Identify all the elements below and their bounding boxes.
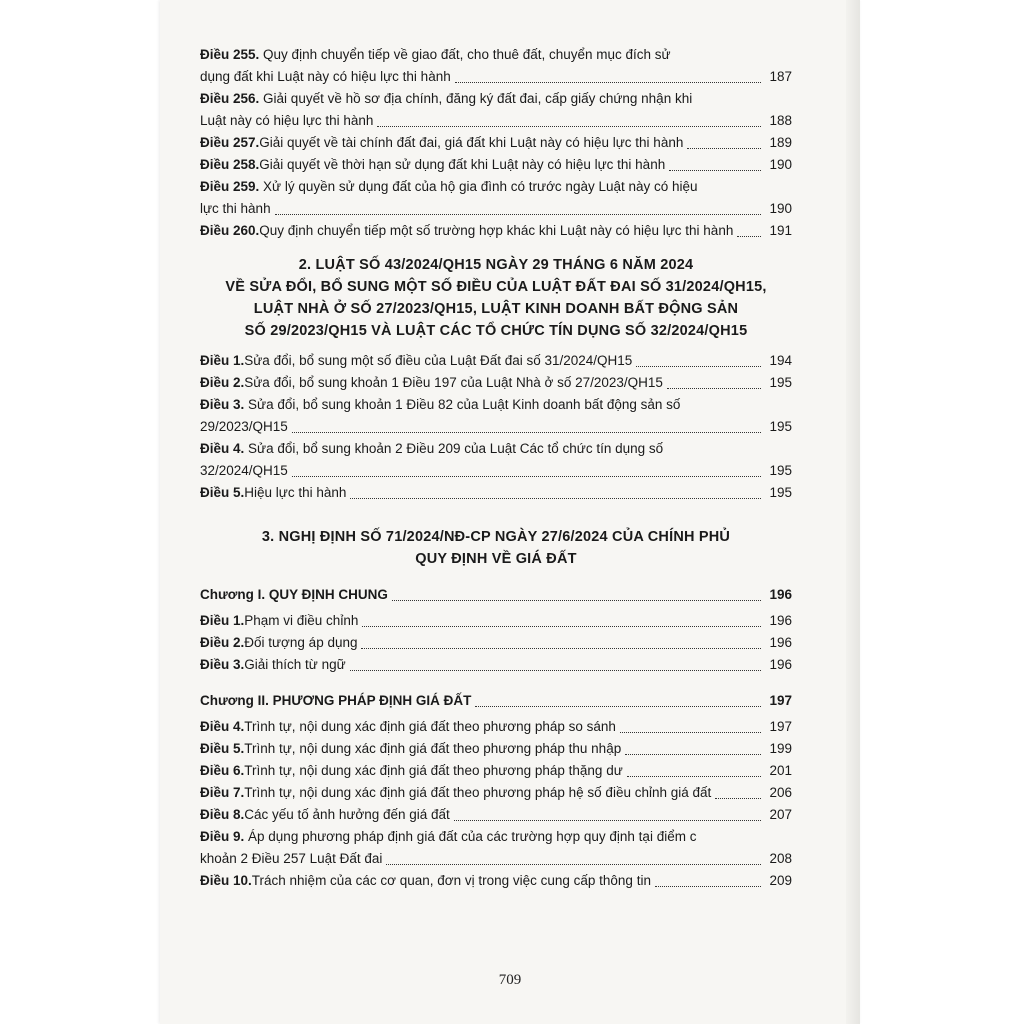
article-number: Điều 8. [200, 807, 245, 822]
chapter-2-entry[interactable] [200, 690, 792, 712]
article-title: Quy định chuyển tiếp một số trường hợp khác khi Luật này có hiệu lực thi hành [259, 223, 734, 238]
dot-leader [275, 214, 761, 215]
article-number: Điều 1. [200, 613, 245, 628]
dot-leader [455, 82, 761, 83]
article-title: Giải thích từ ngữ [244, 657, 346, 672]
article-title: Đối tượng áp dụng [244, 635, 358, 650]
article-title: 29/2023/QH15 [200, 419, 288, 434]
page-ref: 196 [769, 613, 792, 628]
page-ref: 195 [769, 463, 792, 478]
page-ref: 190 [769, 201, 792, 216]
article-title: Trình tự, nội dung xác định giá đất theo phương pháp so sánh [244, 719, 616, 734]
article-number: Điều 255. [200, 47, 260, 62]
article-number: Điều 10. [200, 873, 252, 888]
chapter-2-label: Chương II. PHƯƠNG PHÁP ĐỊNH GIÁ ĐẤT [200, 693, 472, 708]
article-number: Điều 2. [200, 635, 245, 650]
dot-leader [475, 706, 761, 707]
section-title-line: 2. LUẬT SỐ 43/2024/QH15 NGÀY 29 THÁNG 6 NĂM 2024 [298, 257, 694, 273]
article-number: Điều 6. [200, 763, 245, 778]
article-title: Trình tự, nội dung xác định giá đất theo phương pháp thặng dư [244, 763, 623, 778]
article-title: Sửa đổi, bổ sung khoản 1 Điều 197 của Luật Nhà ở số 27/2023/QH15 [244, 375, 663, 390]
book-page [160, 0, 860, 1024]
article-title: khoản 2 Điều 257 Luật Đất đai [200, 851, 383, 866]
page-ref: 208 [769, 851, 792, 866]
article-number: Điều 260. [200, 223, 260, 238]
toc-entry[interactable] [200, 438, 792, 482]
dot-leader [655, 886, 761, 887]
article-title: Trách nhiệm của các cơ quan, đơn vị trong việc cung cấp thông tin [251, 873, 651, 888]
article-number: Điều 9. [200, 829, 245, 844]
dot-leader [454, 820, 761, 821]
toc-entry[interactable] [200, 654, 792, 676]
toc-entry[interactable] [200, 804, 792, 826]
dot-leader [627, 776, 761, 777]
toc-entry[interactable] [200, 394, 792, 438]
chapter-1-label: Chương I. QUY ĐỊNH CHUNG [200, 587, 388, 602]
page-ref: 195 [769, 419, 792, 434]
chapter-1-entry[interactable] [200, 584, 792, 606]
dot-leader [392, 600, 761, 601]
page-ref: 206 [769, 785, 792, 800]
dot-leader [669, 170, 761, 171]
article-title: Quy định chuyển tiếp về giao đất, cho thuê đất, chuyển mục đích sử [263, 47, 671, 62]
page-ref: 189 [769, 135, 792, 150]
toc-entry[interactable] [200, 154, 792, 176]
section-2-title [200, 254, 792, 342]
toc-entry[interactable] [200, 632, 792, 654]
dot-leader [350, 498, 761, 499]
article-title: Sửa đổi, bổ sung khoản 2 Điều 209 của Luật Các tổ chức tín dụng số [248, 441, 664, 456]
page-ref: 196 [769, 635, 792, 650]
toc-entry[interactable] [200, 716, 792, 738]
section-title-line: LUẬT NHÀ Ở SỐ 27/2023/QH15, LUẬT KINH DOANH BẤT ĐỘNG SẢN [253, 301, 739, 317]
chapter-2-page: 197 [769, 693, 792, 708]
table-of-contents [200, 44, 792, 892]
toc-entry[interactable] [200, 826, 792, 870]
article-title: Áp dụng phương pháp định giá đất của các trường hợp quy định tại điểm c [248, 829, 697, 844]
article-title: Sửa đổi, bổ sung một số điều của Luật Đất đai số 31/2024/QH15 [244, 353, 633, 368]
page-ref: 207 [769, 807, 792, 822]
toc-group-law-43 [200, 350, 792, 504]
dot-leader [667, 388, 761, 389]
toc-entry[interactable] [200, 482, 792, 504]
chapter-1-page: 196 [769, 587, 792, 602]
page-ref: 194 [769, 353, 792, 368]
section-title-line: 3. NGHỊ ĐỊNH SỐ 71/2024/NĐ-CP NGÀY 27/6/2024 CỦA CHÍNH PHỦ [261, 529, 731, 545]
dot-leader [350, 670, 761, 671]
article-title: Trình tự, nội dung xác định giá đất theo phương pháp thu nhập [244, 741, 622, 756]
page-number: 709 [498, 972, 522, 988]
section-title-line: VỀ SỬA ĐỔI, BỔ SUNG MỘT SỐ ĐIỀU CỦA LUẬT ĐẤT ĐAI SỐ 31/2024/QH15, [225, 279, 767, 295]
page-ref: 190 [769, 157, 792, 172]
article-number: Điều 258. [200, 157, 260, 172]
article-title: lực thi hành [200, 201, 271, 216]
page-ref: 196 [769, 657, 792, 672]
dot-leader [361, 648, 761, 649]
dot-leader [386, 864, 761, 865]
article-title: Giải quyết về tài chính đất đai, giá đất khi Luật này có hiệu lực thi hành [259, 135, 684, 150]
toc-group-chapter-1 [200, 610, 792, 676]
dot-leader [687, 148, 761, 149]
article-title: Luật này có hiệu lực thi hành [200, 113, 374, 128]
dot-leader [620, 732, 761, 733]
toc-entry[interactable] [200, 176, 792, 220]
article-number: Điều 4. [200, 441, 245, 456]
article-title: Hiệu lực thi hành [244, 485, 347, 500]
toc-entry[interactable] [200, 870, 792, 892]
article-number: Điều 256. [200, 91, 260, 106]
page-ref: 199 [769, 741, 792, 756]
article-number: Điều 5. [200, 485, 245, 500]
toc-group-land-law [200, 44, 792, 242]
article-number: Điều 259. [200, 179, 260, 194]
dot-leader [292, 432, 761, 433]
toc-entry[interactable] [200, 760, 792, 782]
article-title: Sửa đổi, bổ sung khoản 1 Điều 82 của Luật Kinh doanh bất động sản số [248, 397, 681, 412]
section-title-line: QUY ĐỊNH VỀ GIÁ ĐẤT [415, 551, 577, 567]
dot-leader [636, 366, 761, 367]
article-title: Xử lý quyền sử dụng đất của hộ gia đình có trước ngày Luật này có hiệu [263, 179, 698, 194]
article-number: Điều 3. [200, 397, 245, 412]
page-ref: 188 [769, 113, 792, 128]
article-number: Điều 4. [200, 719, 245, 734]
toc-entry[interactable] [200, 738, 792, 760]
article-number: Điều 257. [200, 135, 260, 150]
article-title: Các yếu tố ảnh hưởng đến giá đất [244, 807, 450, 822]
toc-entry[interactable] [200, 372, 792, 394]
article-number: Điều 5. [200, 741, 245, 756]
toc-entry[interactable] [200, 132, 792, 154]
toc-entry[interactable] [200, 88, 792, 132]
page-ref: 187 [769, 69, 792, 84]
dot-leader [292, 476, 761, 477]
toc-entry[interactable] [200, 782, 792, 804]
article-number: Điều 1. [200, 353, 245, 368]
article-title: 32/2024/QH15 [200, 463, 288, 478]
page-ref: 209 [769, 873, 792, 888]
article-title: dụng đất khi Luật này có hiệu lực thi hành [200, 69, 451, 84]
dot-leader [377, 126, 761, 127]
article-title: Giải quyết về hồ sơ địa chính, đăng ký đất đai, cấp giấy chứng nhận khi [263, 91, 693, 106]
article-number: Điều 2. [200, 375, 245, 390]
page-ref: 195 [769, 485, 792, 500]
page-ref: 195 [769, 375, 792, 390]
dot-leader [362, 626, 761, 627]
toc-entry[interactable] [200, 350, 792, 372]
section-3-title [200, 526, 792, 570]
article-title: Giải quyết về thời hạn sử dụng đất khi Luật này có hiệu lực thi hành [259, 157, 666, 172]
section-title-line: SỐ 29/2023/QH15 VÀ LUẬT CÁC TỔ CHỨC TÍN DỤNG SỐ 32/2024/QH15 [244, 323, 748, 339]
page-ref: 197 [769, 719, 792, 734]
dot-leader [737, 236, 761, 237]
toc-entry[interactable] [200, 610, 792, 632]
toc-group-chapter-2 [200, 716, 792, 892]
toc-entry[interactable] [200, 220, 792, 242]
page-ref: 201 [769, 763, 792, 778]
page-ref: 191 [769, 223, 792, 238]
dot-leader [715, 798, 761, 799]
article-number: Điều 3. [200, 657, 245, 672]
article-title: Trình tự, nội dung xác định giá đất theo phương pháp hệ số điều chỉnh giá đất [244, 785, 712, 800]
page-edge-shadow [846, 0, 860, 1024]
dot-leader [625, 754, 761, 755]
article-title: Phạm vi điều chỉnh [244, 613, 359, 628]
article-number: Điều 7. [200, 785, 245, 800]
toc-entry[interactable] [200, 44, 792, 88]
